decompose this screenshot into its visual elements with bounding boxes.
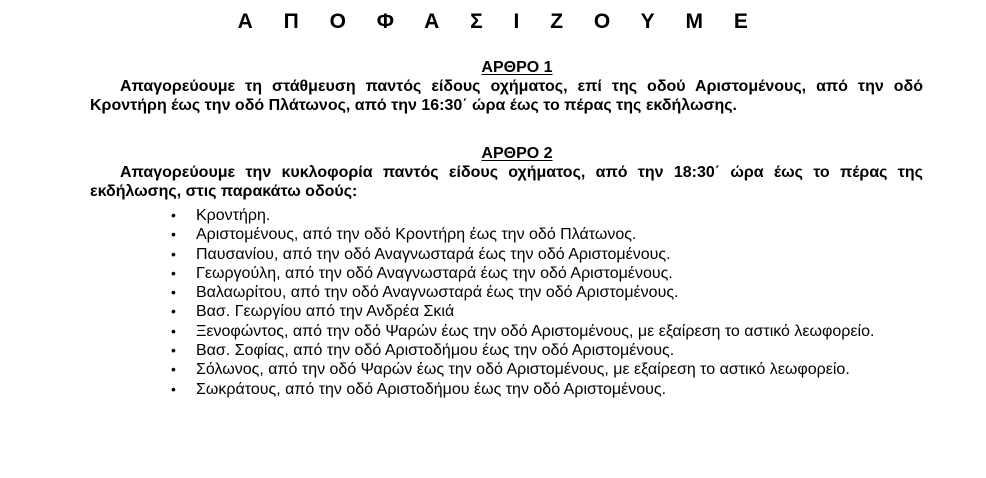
bullet-icon: •	[171, 342, 176, 359]
list-item	[171, 380, 896, 399]
list-item	[171, 360, 896, 379]
list-item-text: Αριστομένους, από την οδό Κροντήρη έως την οδό Πλάτωνος.	[196, 226, 637, 244]
article-1-heading	[0, 58, 986, 77]
list-item-text: Βαλαωρίτου, από την οδό Αναγνωσταρά έως την οδό Αριστομένους.	[196, 284, 679, 302]
list-item-text: Ξενοφώντος, από την οδό Ψαρών έως την οδό Αριστομένους, με εξαίρεση το αστικό λεωφορείο.	[196, 322, 875, 340]
list-item-text: Σωκράτους, από την οδό Αριστοδήμου έως την οδό Αριστομένους.	[196, 380, 667, 398]
list-item-text: Σόλωνος, από την οδό Ψαρών έως την οδό Αριστομένους, με εξαίρεση το αστικό λεωφορείο.	[196, 361, 850, 379]
street-list	[171, 206, 896, 399]
list-item-text: Βασ. Σοφίας, από την οδό Αριστοδήμου έως την οδό Αριστομένους.	[196, 342, 675, 360]
bullet-icon: •	[171, 303, 176, 320]
list-item	[171, 302, 896, 321]
bullet-icon: •	[171, 245, 176, 262]
list-item-text: Γεωργούλη, από την οδό Αναγνωσταρά έως την οδό Αριστομένους.	[196, 264, 673, 282]
article-1-heading-text: ΑΡΘΡΟ 1	[481, 59, 553, 76]
list-item-text: Βασ. Γεωργίου από την Ανδρέα Σκιά	[196, 303, 455, 321]
list-item	[171, 341, 896, 360]
list-item	[171, 322, 896, 341]
bullet-icon: •	[171, 380, 176, 397]
article-2-text: Απαγορεύουμε την κυκλοφορία παντός είδους οχήματος, από την 18:30΄ ώρα έως το πέρας της εκδήλωσης, στις παρακάτω οδούς:	[90, 164, 923, 200]
article-1-text: Απαγορεύουμε τη στάθμευση παντός είδους οχήματος, επί της οδού Αριστομένους, από την οδό Κροντήρη έως την οδό Πλάτωνος, από την 16:30΄ ώρα έως το πέρας της εκδήλωσης.	[90, 78, 923, 114]
list-item	[171, 225, 896, 244]
list-item-text: Παυσανίου, από την οδό Αναγνωσταρά έως την οδό Αριστομένους.	[196, 245, 671, 263]
list-item	[171, 245, 896, 264]
list-item	[171, 283, 896, 302]
list-item-text: Κροντήρη.	[196, 207, 271, 224]
list-item	[171, 264, 896, 283]
bullet-icon: •	[171, 361, 176, 378]
document-title: Α Π Ο Φ Α Σ Ι Ζ Ο Υ Μ Ε	[237, 10, 761, 33]
bullet-icon: •	[171, 284, 176, 301]
list-item	[171, 206, 896, 225]
article-2-heading	[0, 144, 986, 163]
bullet-icon: •	[171, 226, 176, 243]
article-2-heading-text: ΑΡΘΡΟ 2	[481, 145, 553, 162]
bullet-icon: •	[171, 264, 176, 281]
bullet-icon: •	[171, 207, 176, 223]
bullet-icon: •	[171, 322, 176, 339]
